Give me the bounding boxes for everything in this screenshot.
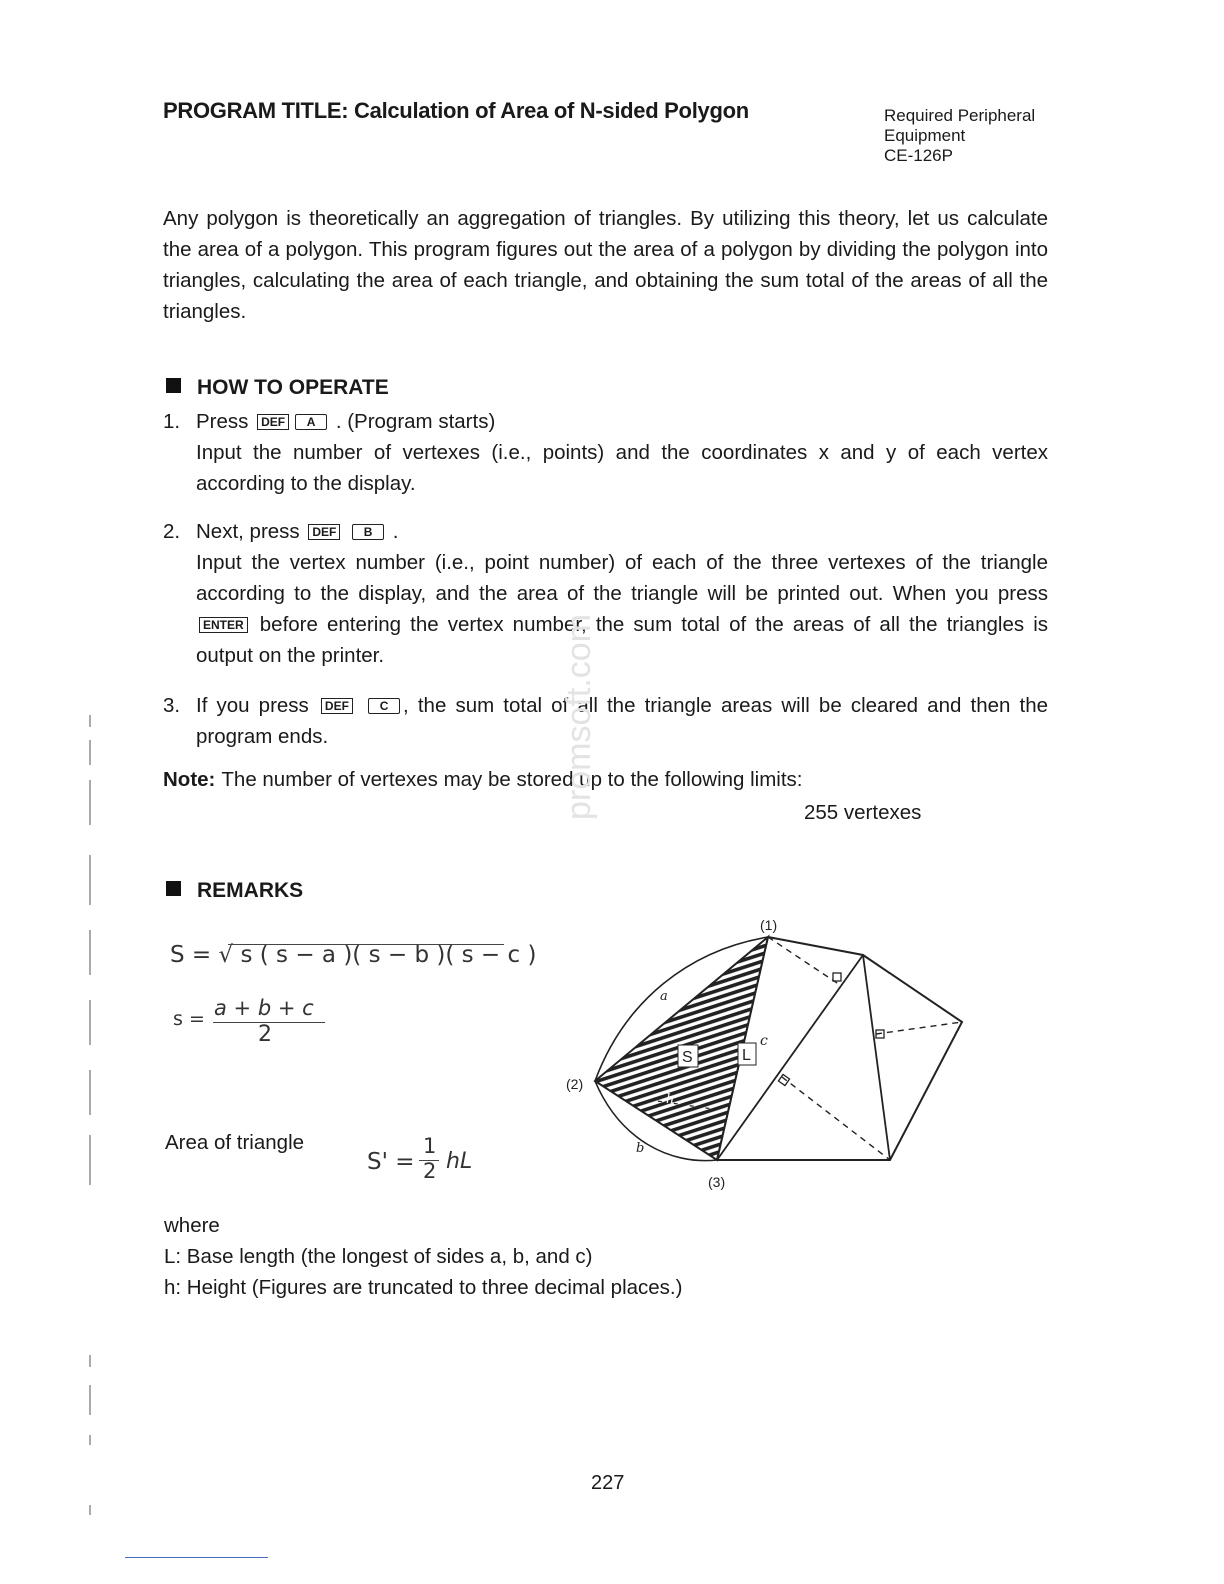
enter-key-icon: ENTER [199, 617, 248, 633]
area-denominator: 2 [423, 1159, 437, 1183]
step-3-text: , the sum total of all the triangle areas will be cleared and then the program ends. [196, 694, 1049, 748]
height-line [782, 1077, 890, 1160]
vertex-limit: 255 vertexes [804, 801, 922, 824]
note-label: Note: [163, 768, 216, 791]
s-left: s = [173, 1008, 205, 1030]
step-3: 3. If you press DEF C , the sum total of all the triangle areas will be cleared and then the program ends. [163, 690, 1048, 754]
page-number: 227 [591, 1472, 625, 1494]
side-label-b: b [636, 1141, 645, 1156]
equipment-line-1: Required Peripheral [884, 106, 1036, 125]
height-label-h: h [666, 1092, 675, 1107]
note [163, 768, 803, 792]
a-key-icon: A [295, 414, 327, 430]
watermark: promsoft.com [560, 614, 598, 820]
step-1 [163, 406, 1048, 501]
vertex-label-1: (1) [760, 917, 778, 933]
side-label-c: c [760, 1033, 768, 1049]
def-key-icon: DEF [321, 698, 353, 714]
definition-h: h: Height (Figures are truncated to three decimal places.) [164, 1276, 683, 1299]
step-number: 1. [163, 410, 181, 433]
area-label-s: S [682, 1049, 693, 1066]
heron-formula: S = √ s ( s − a )( s − b )( s − c ) [170, 942, 537, 968]
area-right: hL [446, 1149, 473, 1174]
polygon-diagram [560, 910, 980, 1200]
step-2 [163, 516, 1048, 676]
bullet-square-icon [166, 378, 181, 393]
bullet-square-icon [166, 881, 181, 896]
area-left: S' = [367, 1149, 415, 1175]
b-key-icon: B [352, 524, 384, 540]
equipment-line-2: Equipment [884, 126, 966, 145]
step-2-text: Input the vertex number (i.e., point number) of each of the three vertexes of the triangle according to the display, and the area of the triangle will be printed out. When you press ENTER before entering the vertex number, the sum total of the areas of all the triangles is output on the printer. [196, 551, 1048, 667]
intro-paragraph: Any polygon is theoretically an aggregation of triangles. By utilizing this theory, let us calculate the area of a polygon. This program figures out the area of a polygon by dividing the polygon into triangles, calculating the area of each triangle, and obtaining the sum total of the areas of all the triangles. [163, 207, 1048, 323]
remarks-heading: REMARKS [166, 879, 303, 903]
base-label-l: L [742, 1047, 751, 1064]
scan-margin-marks [86, 715, 98, 1515]
vertex-label-2: (2) [566, 1076, 584, 1092]
equipment-line-3: CE-126P [884, 146, 953, 165]
step-1-text: Input the number of vertexes (i.e., points) and the coordinates x and y of each vertex according to the display. [196, 441, 1048, 495]
radical-bar [228, 944, 504, 945]
c-key-icon: C [368, 698, 400, 714]
diagonal-4-6 [863, 955, 890, 1160]
step-1-instruction: Press DEF A . (Program starts) [196, 410, 496, 433]
def-key-icon: DEF [257, 414, 289, 430]
height-line [876, 1022, 962, 1034]
scan-bottom-line [125, 1557, 268, 1558]
area-label: Area of triangle [165, 1131, 305, 1154]
definitions [164, 1210, 682, 1303]
s-denominator: 2 [258, 1022, 272, 1047]
required-equipment [884, 106, 1035, 166]
right-angle-marker [833, 973, 841, 981]
page-title: PROGRAM TITLE: Calculation of Area of N-sided Polygon [163, 98, 749, 123]
area-numerator: 1 [423, 1134, 437, 1158]
s-numerator: a + b + c [214, 996, 314, 1020]
vertex-label-3: (3) [708, 1174, 726, 1190]
how-to-operate-heading: HOW TO OPERATE [166, 376, 389, 400]
definition-L: L: Base length (the longest of sides a, b, and c) [164, 1245, 593, 1268]
step-number: 3. [163, 694, 181, 717]
step-number: 2. [163, 520, 181, 543]
right-angle-marker [778, 1074, 789, 1085]
step-2-instruction: Next, press DEF B . [196, 520, 399, 543]
where-label: where [164, 1214, 220, 1237]
def-key-icon: DEF [308, 524, 340, 540]
note-text: The number of vertexes may be stored up to the following limits: [221, 768, 803, 791]
side-label-a: a [660, 989, 668, 1004]
